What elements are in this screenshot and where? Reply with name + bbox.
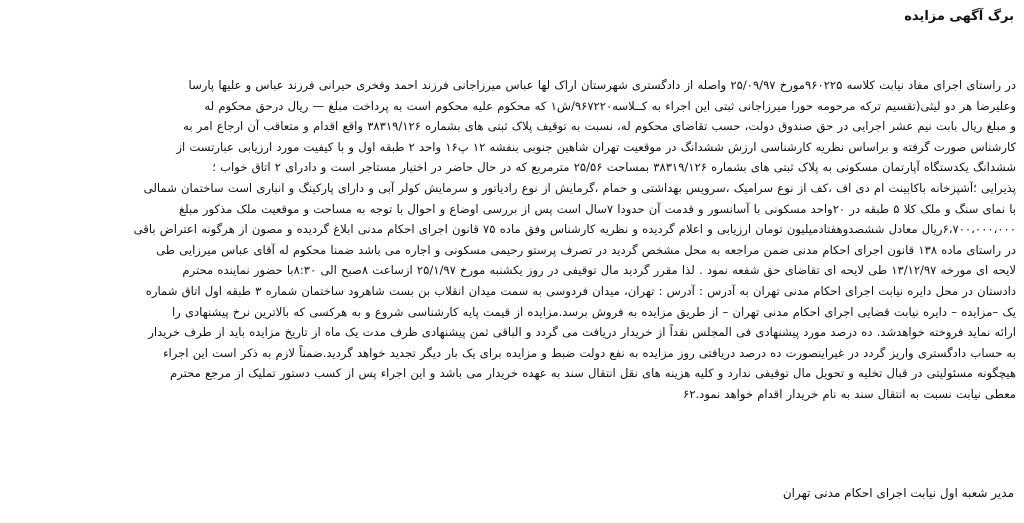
body-line: کارشناس صورت گرفته و براساس نظریه کارشناسی ارزش ششدانگ در موقعیت تهران شاهین جنوبی بنفشه ۱۲ پ۱۶ واحد ۲ طبقه اول و با کیفیت مورد ارزیابی عبارتست از [176, 139, 1016, 154]
signature-line: مدیر شعبه اول نیابت اجرای احکام مدنی تهران [782, 486, 1014, 500]
body-line: دادستان در محل دایره نیابت اجرای احکام مدنی تهران به آدرس : آدرس : تهران، میدان فردوسی به سمت میدان انقلاب بن بست شاهرود ساختمان شماره ۳ طبقه اول اتاق شماره [145, 283, 1016, 298]
body-line: ۶،۷۰۰،۰۰۰،۰۰۰ریال معادل ششصدوهفتادمیلیون تومان ارزیابی و اعلام گردیده و نظریه کارشناس وفق ماده ۷۵ قانون اجرای احکام مدنی ابلاغ گردیده و مصون از هرگونه اعتراض باقی [133, 222, 1016, 237]
notice-body [8, 75, 1016, 405]
body-line: وعلیرضا هر دو لیثی(تقسیم ترکه مرحومه حورا میرزاجانی ثبتی این اجراء به کــلاسه۹۶۷۲۲۰/ش۱ که محکوم علیه محکوم است به پرداخت مبلغ — ریال درحق محکوم له [204, 98, 1016, 113]
body-line: پذیرایی ؛آشپزخانه باکابینت ام دی اف ،کف از نوع سرامیک ،سرویس بهداشتی و حمام ،گرمایش از نوع رادیاتور و سرمایش کولر آبی و دارای پارکینگ و انباری است ساختمان شمالی [143, 180, 1016, 195]
body-line: با نمای سنگ و ملک کلا ۵ طبقه در ۲۰واحد مسکونی با آسانسور و قدمت آن حدودا ۷سال است پس از بررسی اوضاع و احوال با توجه به مساحت و موقعیت ملک مذکور مبلغ [178, 201, 1016, 216]
body-line: هیچگونه مسئولیتی در قبال تخلیه و تحویل مال توقیفی ندارد و کلیه هزینه های نقل انتقال سند به عهده خریدار می باشد و این اجراء پس از کسب دستور تملیک از مرجع محترم [170, 366, 1016, 381]
body-line: در راستای اجرای مفاد نیابت کلاسه ۹۶۰۲۲۵مورخ ۲۵/۰۹/۹۷ واصله از دادگستری شهرستان اراک لها عباس میرزاجانی فرزند احمد وفخری حیرانی فرزند عباس و علیها پارسا [188, 78, 1016, 92]
body-line: به حساب دادگستری واریز گردد در غیراینصورت ده درصد دریافتی روز مزایده به نفع دولت ضبط و مزایده برای یک بار دیگر تجدید خواهد گردید.ضمناً لازم به ذکر است این اجراء [163, 345, 1016, 360]
body-line: در راستای ماده ۱۳۸ قانون اجرای احکام مدنی ضمن مراجعه به محل مشخص گردید در تصرف پرستو رحیمی مسکونی و اجاره می باشد ضمنا محکوم له آقای عباس میرزایی طی [156, 242, 1016, 257]
body-line: ششدانگ یکدستگاه آپارتمان مسکونی به پلاک ثبتی های بشماره ۳۸۳۱۹/۱۲۶ بمساحت ۲۵/۵۶ مترمربع که در حال حاضر در اختیار مستاجر است و دادرای ۲ اتاق خواب ؛ [212, 160, 1016, 175]
body-line: یک –مزایده – دایره نیابت قضایی اجرای احکام مدنی تهران – از طریق مزایده به فروش برسد.مزایده از قیمت پایه کارشناسی شروع و به هرکسی که بالاترین نرخ پیشنهادی را [171, 304, 1016, 319]
body-line: معطی نیابت نسبت به انتقال سند به نام خریدار اقدام خواهد نمود.۶۲ [683, 386, 1016, 401]
notice-title: برگ آگهی مزایده [904, 9, 1014, 24]
body-line: لایحه ای مورخه ۱۳/۱۲/۹۷ طی لایحه ای تقاضای حق شفعه نمود . لذا مقرر گردید مال توقیفی در روز یکشنبه مورخ ۲۵/۱/۹۷ ازساعت ۸صبح الی ۸:۳۰با حضور نماینده محترم [182, 263, 1016, 278]
body-line: و مبلغ ریال بابت نیم عشر اجرایی در حق صندوق دولت، حسب تقاضای محکوم له، نسبت به توقیف پلاک ثبتی های بشماره ۳۸۳۱۹/۱۲۶ واقع اقدام و متعاقب آن ارجاع امر به [183, 119, 1016, 134]
body-line: ارائه نماید فروخته خواهدشد. ده درصد مورد پیشنهادی فی المجلس نقداً از خریدار دریافت می گردد و الباقی ثمن پیشنهادی ظرف مدت یک ماه از تاریخ مزایده باید از طرف خریدار [148, 325, 1016, 340]
